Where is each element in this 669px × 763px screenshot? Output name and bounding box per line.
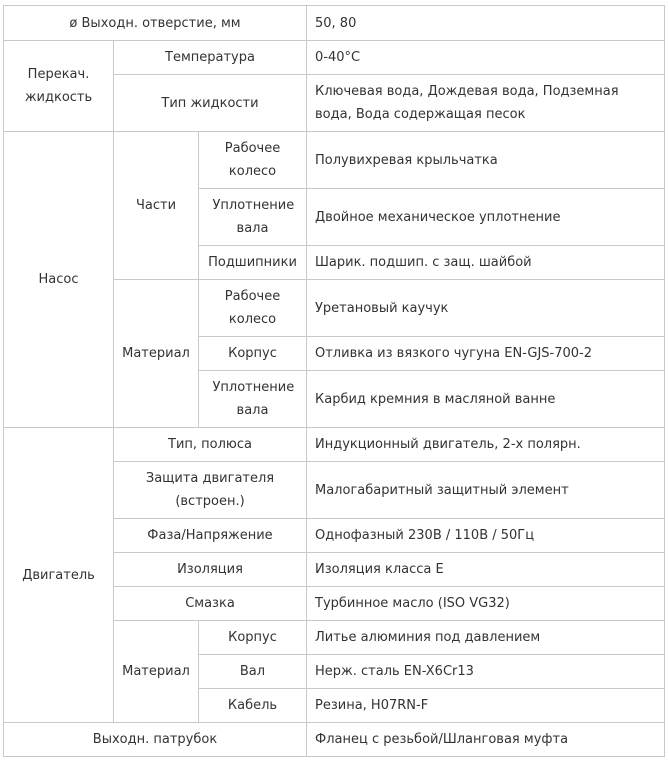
liquid-group-label: Перекач. жидкость — [4, 41, 114, 132]
spec-table — [3, 5, 665, 757]
discharge-value: Фланец с резьбой/Шланговая муфта — [307, 723, 665, 757]
motor-lube-value: Турбинное масло (ISO VG32) — [307, 587, 665, 621]
motor-shaft-label: Вал — [199, 655, 307, 689]
motor-shaft-value: Нерж. сталь EN-X6Cr13 — [307, 655, 665, 689]
pump-casing-value: Отливка из вязкого чугуна EN-GJS-700-2 — [307, 337, 665, 371]
motor-insulation-label: Изоляция — [114, 553, 307, 587]
motor-group-label: Двигатель — [4, 428, 114, 723]
table-row — [4, 428, 665, 462]
table-row — [4, 41, 665, 75]
pump-casing-label: Корпус — [199, 337, 307, 371]
liquid-type-label: Тип жидкости — [114, 75, 307, 132]
temperature-value: 0-40°C — [307, 41, 665, 75]
motor-insulation-value: Изоляция класса Е — [307, 553, 665, 587]
pump-material-seal-value: Карбид кремния в масляной ванне — [307, 371, 665, 428]
pump-material-impeller-label: Рабочее колесо — [199, 280, 307, 337]
pump-bearing-value: Шарик. подшип. с защ. шайбой — [307, 246, 665, 280]
pump-seal-value: Двойное механическое уплотнение — [307, 189, 665, 246]
outlet-label: ø Выходн. отверстие, мм — [4, 6, 307, 41]
pump-bearing-label: Подшипники — [199, 246, 307, 280]
motor-cable-value: Резина, H07RN-F — [307, 689, 665, 723]
motor-type-label: Тип, полюса — [114, 428, 307, 462]
motor-casing-label: Корпус — [199, 621, 307, 655]
discharge-label: Выходн. патрубок — [4, 723, 307, 757]
table-row — [4, 6, 665, 41]
table-row — [4, 723, 665, 757]
motor-phase-label: Фаза/Напряжение — [114, 519, 307, 553]
motor-protection-value: Малогабаритный защитный элемент — [307, 462, 665, 519]
motor-phase-value: Однофазный 230В / 110В / 50Гц — [307, 519, 665, 553]
liquid-type-value: Ключевая вода, Дождевая вода, Подземная вода, Вода содержащая песок — [307, 75, 665, 132]
table-row — [4, 132, 665, 189]
motor-cable-label: Кабель — [199, 689, 307, 723]
temperature-label: Температура — [114, 41, 307, 75]
pump-seal-label: Уплотнение вала — [199, 189, 307, 246]
pump-impeller-label: Рабочее колесо — [199, 132, 307, 189]
outlet-value: 50, 80 — [307, 6, 665, 41]
motor-casing-value: Литье алюминия под давлением — [307, 621, 665, 655]
pump-group-label: Насос — [4, 132, 114, 428]
motor-lube-label: Смазка — [114, 587, 307, 621]
pump-material-label: Материал — [114, 280, 199, 428]
pump-parts-label: Части — [114, 132, 199, 280]
pump-impeller-value: Полувихревая крыльчатка — [307, 132, 665, 189]
motor-type-value: Индукционный двигатель, 2-х полярн. — [307, 428, 665, 462]
motor-protection-label: Защита двигателя (встроен.) — [114, 462, 307, 519]
pump-material-impeller-value: Уретановый каучук — [307, 280, 665, 337]
motor-material-label: Материал — [114, 621, 199, 723]
pump-material-seal-label: Уплотнение вала — [199, 371, 307, 428]
